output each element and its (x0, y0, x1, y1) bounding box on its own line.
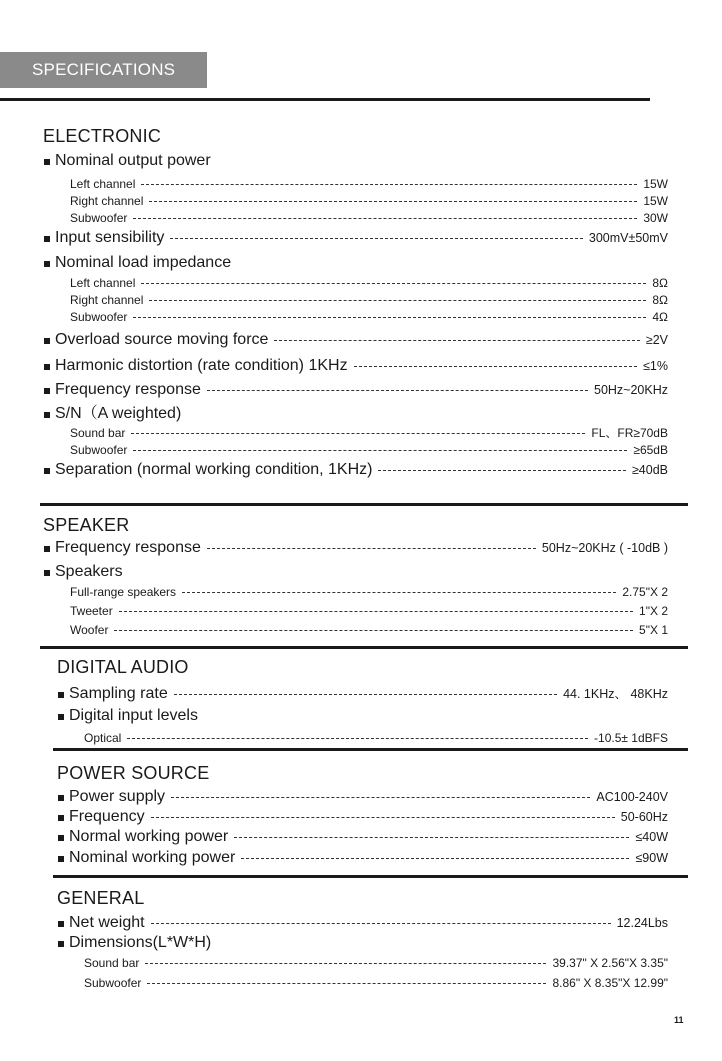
spec-row: Normal working power ≤40W (57, 827, 668, 847)
bullet-icon (44, 364, 50, 370)
spec-row: Separation (normal working condition, 1KHz) ≥40dB (43, 459, 668, 481)
spec-row: Optical -10.5± 1dBFS (84, 731, 668, 745)
bullet-icon (58, 856, 64, 862)
spec-row: Frequency response 50Hz~20KHz (43, 379, 668, 401)
spec-row: Subwoofer 30W (70, 211, 668, 225)
bullet-icon (44, 546, 50, 552)
leader-line (133, 218, 637, 219)
leader-line (354, 366, 638, 367)
spec-row: Subwoofer ≥65dB (70, 443, 668, 457)
leader-line (151, 817, 615, 818)
leader-line (141, 283, 646, 284)
bullet-icon (58, 921, 64, 927)
leader-line (170, 238, 582, 239)
electronic-section (43, 124, 668, 481)
spec-row: Sound bar FL、FR≥70dB (70, 426, 668, 440)
spec-row: Woofer 5"X 1 (70, 623, 668, 637)
bullet-icon (44, 468, 50, 474)
bullet-icon (44, 159, 50, 165)
section-tab-label: SPECIFICATIONS (32, 60, 176, 79)
leader-line (147, 983, 546, 984)
leader-line (133, 450, 627, 451)
speaker-title: SPEAKER (43, 515, 130, 535)
spec-heading: Speakers (43, 561, 668, 583)
spec-row: Full-range speakers 2.75"X 2 (70, 585, 668, 599)
leader-line (149, 300, 646, 301)
spec-row: Input sensibility 300mV±50mV (43, 227, 668, 249)
section-divider (53, 748, 688, 751)
spec-heading: S/N（A weighted) (43, 403, 668, 425)
section-tab (0, 52, 207, 88)
leader-line (151, 923, 611, 924)
leader-line (182, 592, 616, 593)
section-divider (40, 503, 688, 506)
digital-audio-title: DIGITAL AUDIO (57, 657, 189, 677)
bullet-icon (44, 388, 50, 394)
leader-line (207, 548, 536, 549)
power-source-title: POWER SOURCE (57, 763, 210, 783)
spec-row: Left channel 15W (70, 177, 668, 191)
spec-row: Sampling rate 44. 1KHz、 48KHz (57, 683, 668, 705)
bullet-icon (44, 338, 50, 344)
spec-row: Frequency 50-60Hz (57, 807, 668, 827)
spec-row: Sound bar 39.37" X 2.56"X 3.35" (84, 956, 668, 970)
page-number: 11 (674, 1015, 684, 1025)
leader-line (133, 317, 646, 318)
bullet-icon (58, 692, 64, 698)
bullet-icon (58, 714, 64, 720)
spec-heading: Dimensions(L*W*H) (57, 933, 668, 953)
header-divider (0, 98, 650, 101)
electronic-title: ELECTRONIC (43, 126, 162, 146)
spec-row: Right channel 15W (70, 194, 668, 208)
spec-row: Frequency response 50Hz~20KHz ( -10dB ) (43, 537, 668, 559)
spec-row: Subwoofer 8.86" X 8.35"X 12.99" (84, 976, 668, 990)
leader-line (171, 797, 590, 798)
spec-row: Harmonic distortion (rate condition) 1KHz ≤1% (43, 355, 668, 377)
bullet-icon (44, 236, 50, 242)
spec-heading: Digital input levels (57, 705, 668, 727)
bullet-icon (44, 412, 50, 418)
spec-row: Right channel 8Ω (70, 293, 668, 307)
leader-line (149, 201, 637, 202)
leader-line (127, 738, 588, 739)
leader-line (274, 340, 639, 341)
leader-line (114, 630, 633, 631)
spec-row: Overload source moving force ≥2V (43, 329, 668, 351)
bullet-icon (58, 815, 64, 821)
bullet-icon (58, 835, 64, 841)
spec-heading: Nominal load impedance (43, 252, 668, 274)
spec-row: Nominal working power ≤90W (57, 847, 668, 869)
leader-line (378, 470, 625, 471)
leader-line (141, 184, 637, 185)
leader-line (131, 433, 585, 434)
spec-row: Net weight 12.24Lbs (57, 913, 668, 933)
leader-line (145, 963, 546, 964)
leader-line (207, 390, 588, 391)
spec-row: Power supply AC100-240V (57, 787, 668, 807)
section-divider (40, 646, 688, 649)
leader-line (174, 694, 557, 695)
section-divider (53, 875, 688, 878)
spec-heading: Nominal output power (43, 150, 668, 172)
digital-audio-section (57, 655, 668, 749)
leader-line (119, 611, 633, 612)
spec-row: Left channel 8Ω (70, 276, 668, 290)
bullet-icon (58, 795, 64, 801)
speaker-section (43, 513, 668, 640)
general-section (57, 886, 668, 993)
spec-row: Tweeter 1"X 2 (70, 604, 668, 618)
leader-line (234, 837, 629, 838)
bullet-icon (58, 941, 64, 947)
power-source-section (57, 761, 668, 869)
spec-row: Subwoofer 4Ω (70, 310, 668, 324)
bullet-icon (44, 570, 50, 576)
bullet-icon (44, 261, 50, 267)
general-title: GENERAL (57, 888, 145, 908)
leader-line (241, 858, 629, 859)
